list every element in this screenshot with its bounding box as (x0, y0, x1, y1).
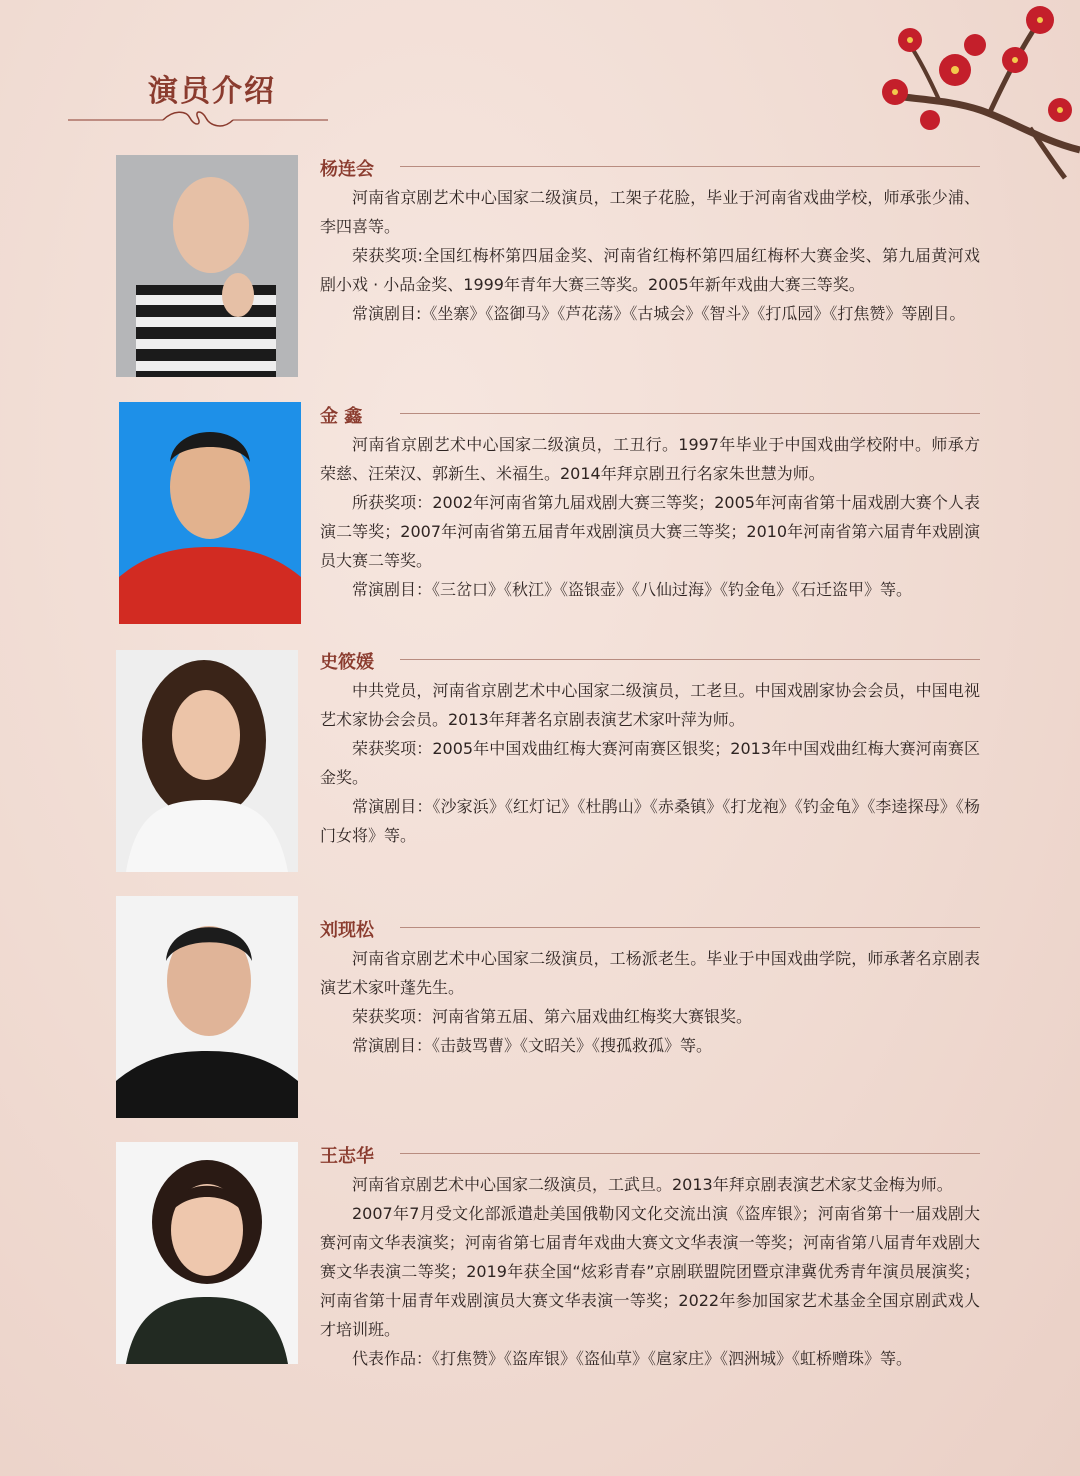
actor-photo (119, 402, 301, 624)
actor-bio (320, 183, 980, 328)
bio-paragraph: 河南省京剧艺术中心国家二级演员，工丑行。1997年毕业于中国戏曲学校附中。师承方荣慈、汪荣汉、郭新生、米福生。2014年拜京剧丑行名家朱世慧为师。 (320, 435, 980, 483)
actor-name: 史筱媛 (320, 652, 374, 673)
bio-paragraph: 河南省京剧艺术中心国家二级演员，工架子花脸，毕业于河南省戏曲学校，师承张少浦、李四喜等。 (320, 188, 980, 236)
actor-photo (116, 650, 298, 872)
actor-bio (320, 676, 980, 850)
name-divider (400, 166, 980, 167)
bio-paragraph: 荣获奖项:全国红梅杯第四届金奖、河南省红梅杯第四届红梅杯大赛金奖、第九届黄河戏剧小戏 · 小品金奖、1999年青年大赛三等奖。2005年新年戏曲大赛三等奖。 (320, 246, 980, 294)
plum-blossom-decoration (790, 0, 1080, 180)
name-divider (400, 413, 980, 414)
name-divider (400, 927, 980, 928)
actor-name: 刘现松 (320, 920, 374, 941)
bio-paragraph: 代表作品：《打焦赞》《盗库银》《盗仙草》《扈家庄》《泗洲城》《虹桥赠珠》等。 (352, 1349, 913, 1368)
actor-bio (320, 430, 980, 604)
bio-paragraph: 河南省京剧艺术中心国家二级演员，工杨派老生。毕业于中国戏曲学院，师承著名京剧表演艺术家叶蓬先生。 (320, 949, 980, 997)
page-title: 演员介绍 (148, 74, 276, 109)
actor-photo (116, 896, 298, 1118)
bio-paragraph: 荣获奖项：2005年中国戏曲红梅大赛河南赛区银奖；2013年中国戏曲红梅大赛河南赛区金奖。 (320, 739, 980, 787)
bio-paragraph: 河南省京剧艺术中心国家二级演员，工武旦。2013年拜京剧表演艺术家艾金梅为师。 (352, 1175, 953, 1194)
bio-paragraph: 中共党员，河南省京剧艺术中心国家二级演员，工老旦。中国戏剧家协会会员，中国电视艺术家协会会员。2013年拜著名京剧表演艺术家叶萍为师。 (320, 681, 980, 729)
actor-name: 金 鑫 (320, 406, 363, 427)
bio-paragraph: 常演剧目：《沙家浜》《红灯记》《杜鹃山》《赤桑镇》《打龙袍》《钓金龟》《李逵探母》《杨门女将》等。 (320, 797, 980, 845)
actor-bio (320, 1170, 980, 1373)
actor-name: 王志华 (320, 1146, 374, 1167)
bio-paragraph: 常演剧目:《坐寨》《盗御马》《芦花荡》《古城会》《智斗》《打瓜园》《打焦赞》等剧目。 (352, 304, 966, 323)
bio-paragraph: 常演剧目：《击鼓骂曹》《文昭关》《搜孤救孤》等。 (352, 1036, 713, 1055)
actor-photo (116, 1142, 298, 1364)
bio-paragraph: 2007年7月受文化部派遣赴美国俄勒冈文化交流出演《盗库银》；河南省第十一届戏剧大赛河南文华表演奖；河南省第七届青年戏曲大赛文文华表演一等奖；河南省第八届青年戏剧大赛文华表演二等奖；2019年获全国“炫彩青春”京剧联盟院团暨京津冀优秀青年演员展演奖；河南省第十届青年戏剧演员大赛文华表演一等奖；2022年参加国家艺术基金全国京剧武戏人才培训班。 (320, 1204, 980, 1339)
bio-paragraph: 常演剧目：《三岔口》《秋江》《盗银壶》《八仙过海》《钓金龟》《石迁盗甲》等。 (352, 580, 913, 599)
title-ornament (68, 108, 328, 132)
actor-photo (116, 155, 298, 377)
bio-paragraph: 荣获奖项：河南省第五届、第六届戏曲红梅奖大赛银奖。 (352, 1007, 753, 1026)
bio-paragraph: 所获奖项：2002年河南省第九届戏剧大赛三等奖；2005年河南省第十届戏剧大赛个人表演二等奖；2007年河南省第五届青年戏剧演员大赛三等奖；2010年河南省第六届青年戏剧演员大赛二等奖。 (320, 493, 980, 570)
name-divider (400, 1153, 980, 1154)
actor-bio (320, 944, 980, 1060)
actor-name: 杨连会 (320, 159, 374, 180)
name-divider (400, 659, 980, 660)
